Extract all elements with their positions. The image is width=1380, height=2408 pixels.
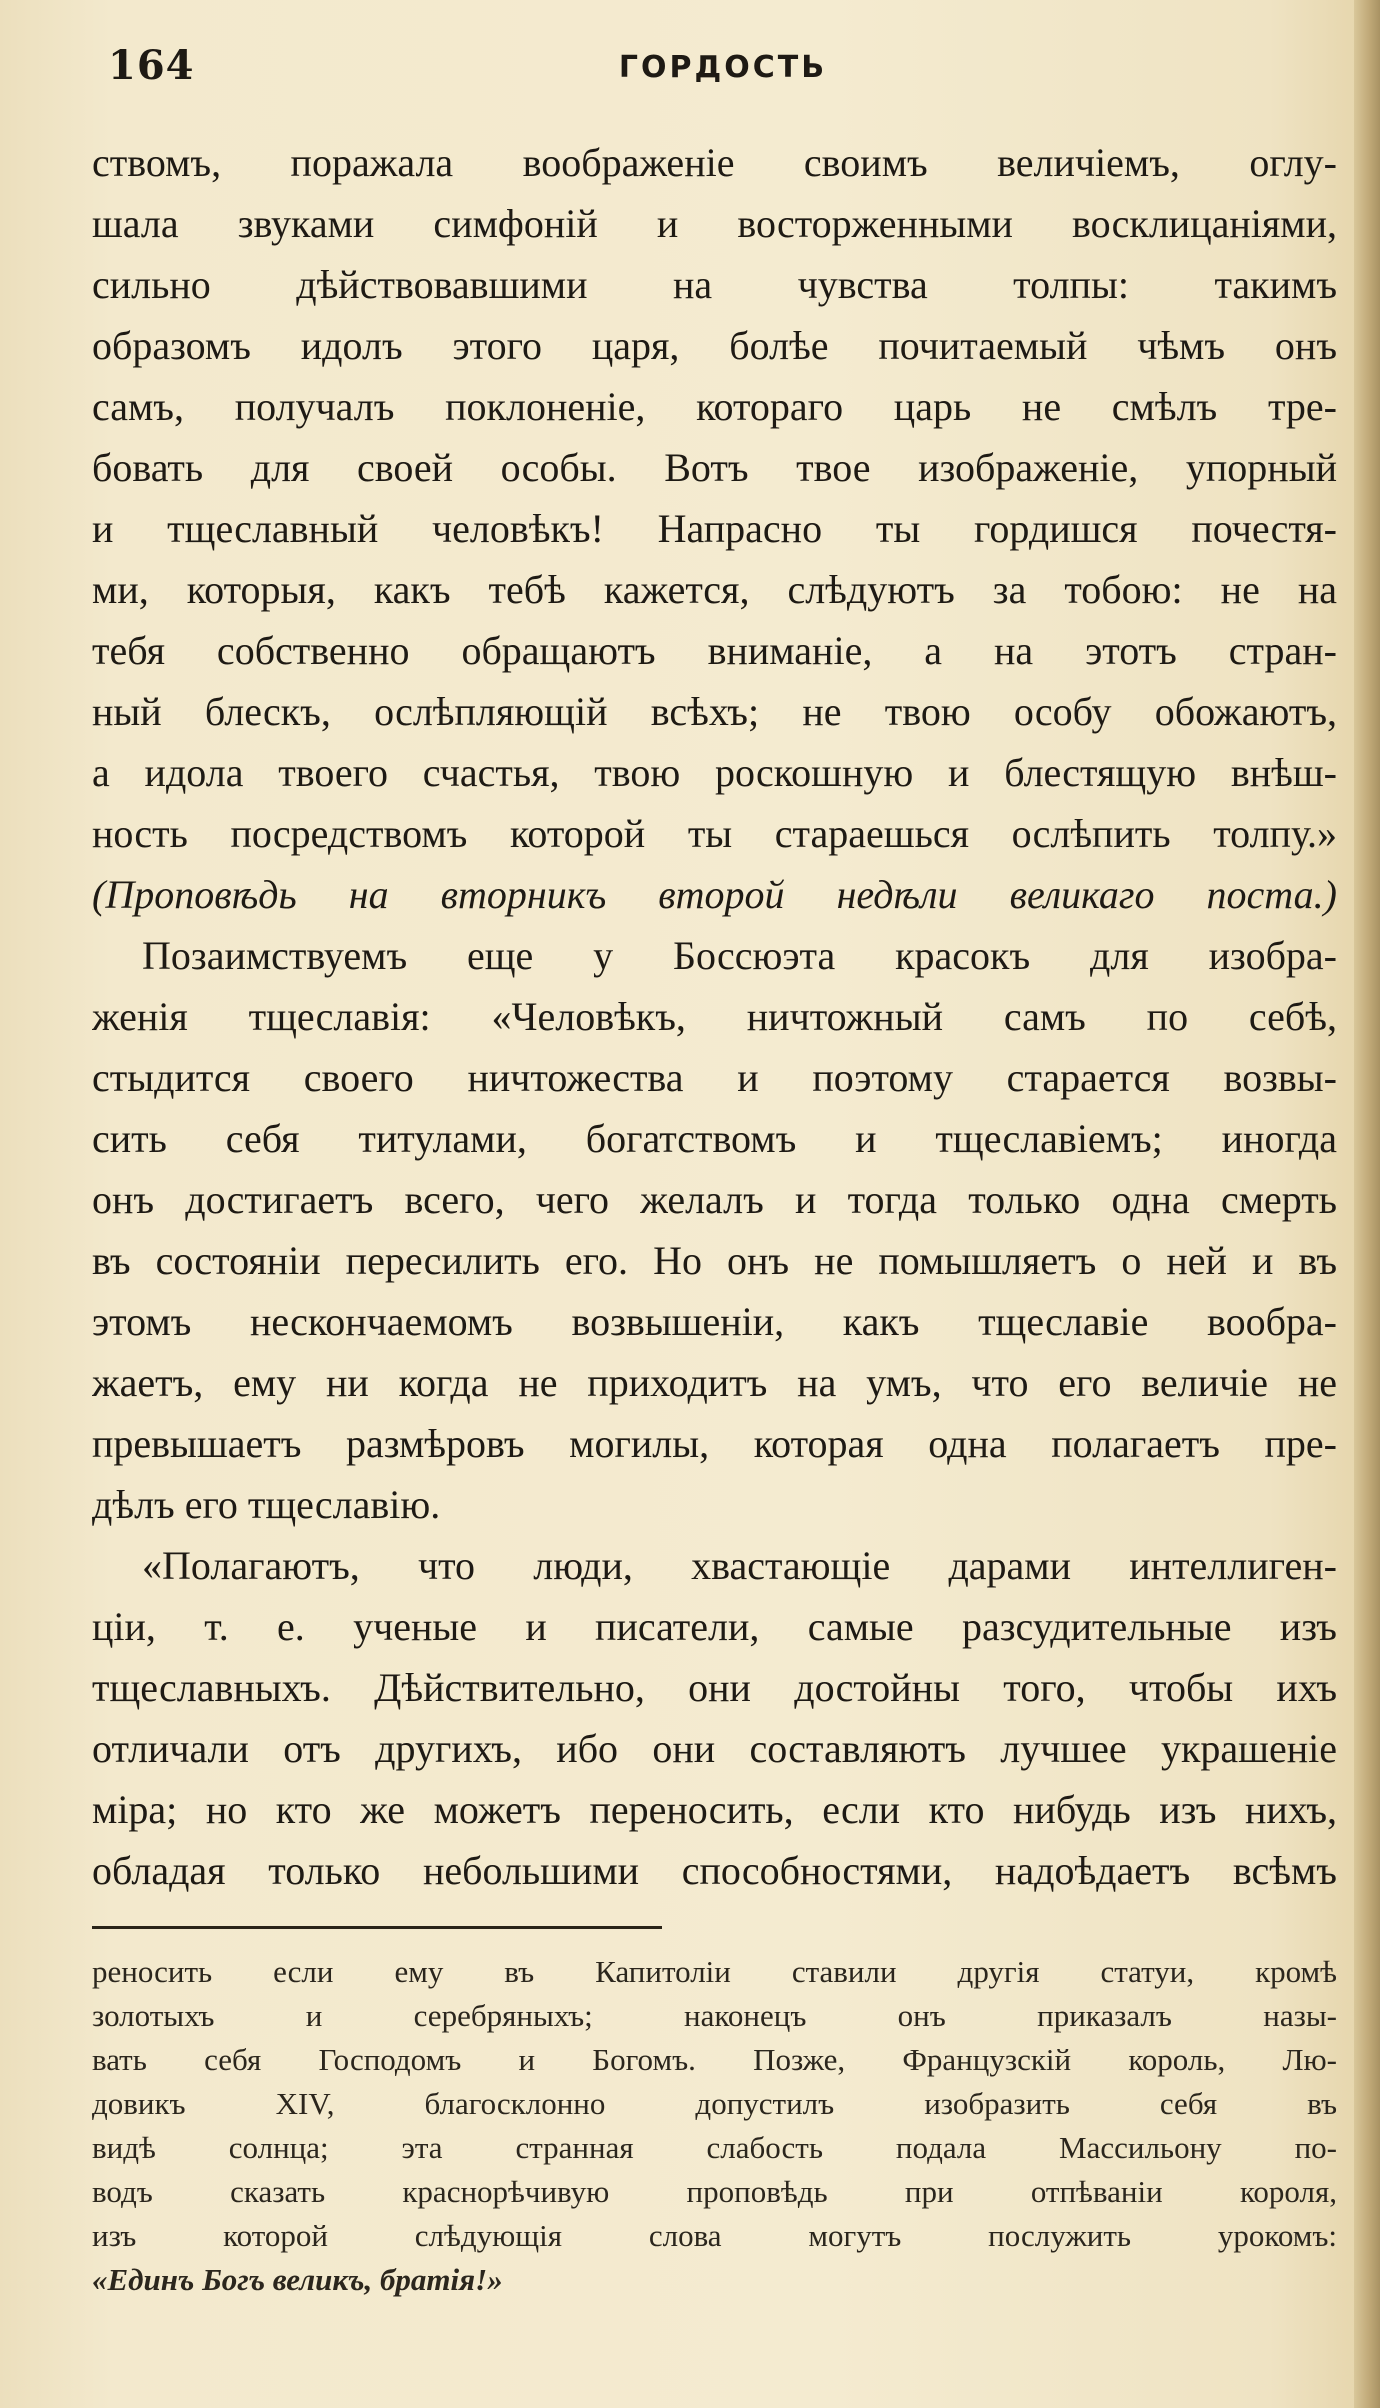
page-header: [108, 42, 1338, 102]
text-line: сить себя титулами, богатствомъ и тщеславіемъ; иногда: [92, 1116, 1337, 1161]
text-line: ствомъ, поражала воображеніе своимъ величіемъ, оглу-: [92, 140, 1337, 185]
text-line: жаетъ, ему ни когда не приходитъ на умъ, что его величіе не: [92, 1360, 1337, 1405]
text-line: женія тщеславія: «Человѣкъ, ничтожный самъ по себѣ,: [92, 994, 1337, 1039]
page-number: 164: [108, 42, 195, 89]
footnote-divider: [92, 1926, 662, 1929]
text-line: превышаетъ размѣровъ могилы, которая одна полагаетъ пре-: [92, 1421, 1337, 1466]
footnote-quote: «Единъ Богъ великъ, братія!»: [92, 2262, 503, 2297]
footnote-line: вать себя Господомъ и Богомъ. Позже, Французскій король, Лю-: [92, 2042, 1337, 2077]
text-line: ность посредствомъ которой ты стараешься ослѣпить толпу.»: [92, 811, 1337, 856]
page-edge: [1354, 0, 1380, 2408]
text-line: тщеславныхъ. Дѣйствительно, они достойны того, чтобы ихъ: [92, 1665, 1337, 1710]
text-line: ми, которыя, какъ тебѣ кажется, слѣдуютъ за тобою: не на: [92, 567, 1337, 612]
text-line: шала звуками симфоній и восторженными восклицаніями,: [92, 201, 1337, 246]
text-line: онъ достигаетъ всего, чего желалъ и тогда только одна смерть: [92, 1177, 1337, 1222]
text-line: обладая только небольшими способностями, надоѣдаетъ всѣмъ: [92, 1848, 1337, 1893]
paragraph-start: «Полагаютъ, что люди, хвастающіе дарами интеллиген-: [142, 1543, 1337, 1588]
running-head: ГОРДОСТЬ: [618, 50, 828, 85]
main-text: [92, 132, 1337, 1901]
text-line: стыдится своего ничтожества и поэтому старается возвы-: [92, 1055, 1337, 1100]
footnote-line: реносить если ему въ Капитоліи ставили другія статуи, кромѣ: [92, 1954, 1337, 1989]
text-line: самъ, получалъ поклоненіе, котораго царь не смѣлъ тре-: [92, 384, 1337, 429]
text-line: сильно дѣйствовавшими на чувства толпы: такимъ: [92, 262, 1337, 307]
text-line: бовать для своей особы. Вотъ твое изображеніе, упорный: [92, 445, 1337, 490]
footnote-line: изъ которой слѣдующія слова могутъ послужить урокомъ:: [92, 2218, 1337, 2253]
footnote-line: видѣ солнца; эта странная слабость подала Массильону по-: [92, 2130, 1337, 2165]
paragraph-start: Позаимствуемъ еще у Боссюэта красокъ для изобра-: [142, 933, 1337, 978]
text-line: тебя собственно обращаютъ вниманіе, а на этотъ стран-: [92, 628, 1337, 673]
text-line: міра; но кто же можетъ переносить, если кто нибудь изъ нихъ,: [92, 1787, 1337, 1832]
text-line: образомъ идолъ этого царя, болѣе почитаемый чѣмъ онъ: [92, 323, 1337, 368]
text-line: въ состояніи пересилить его. Но онъ не помышляетъ о ней и въ: [92, 1238, 1337, 1283]
footnote-line: золотыхъ и серебряныхъ; наконецъ онъ приказалъ назы-: [92, 1998, 1337, 2033]
footnote: [92, 1950, 1337, 2302]
text-line: а идола твоего счастья, твою роскошную и блестящую внѣш-: [92, 750, 1337, 795]
text-line: ный блескъ, ослѣпляющій всѣхъ; не твою особу обожаютъ,: [92, 689, 1337, 734]
text-line: ціи, т. е. ученые и писатели, самые разсудительные изъ: [92, 1604, 1337, 1649]
text-line: этомъ нескончаемомъ возвышеніи, какъ тщеславіе вообра-: [92, 1299, 1337, 1344]
sermon-citation: (Проповѣдь на вторникъ второй недѣли великаго поста.): [92, 872, 1337, 917]
paragraph-end: дѣлъ его тщеславію.: [92, 1482, 441, 1527]
text-line: и тщеславный человѣкъ! Напрасно ты гордишся почестя-: [92, 506, 1337, 551]
footnote-line: водъ сказать краснорѣчивую проповѣдь при отпѣваніи короля,: [92, 2174, 1337, 2209]
text-line: отличали отъ другихъ, ибо они составляютъ лучшее украшеніе: [92, 1726, 1337, 1771]
footnote-line: довикъ XIV, благосклонно допустилъ изобразить себя въ: [92, 2086, 1337, 2121]
